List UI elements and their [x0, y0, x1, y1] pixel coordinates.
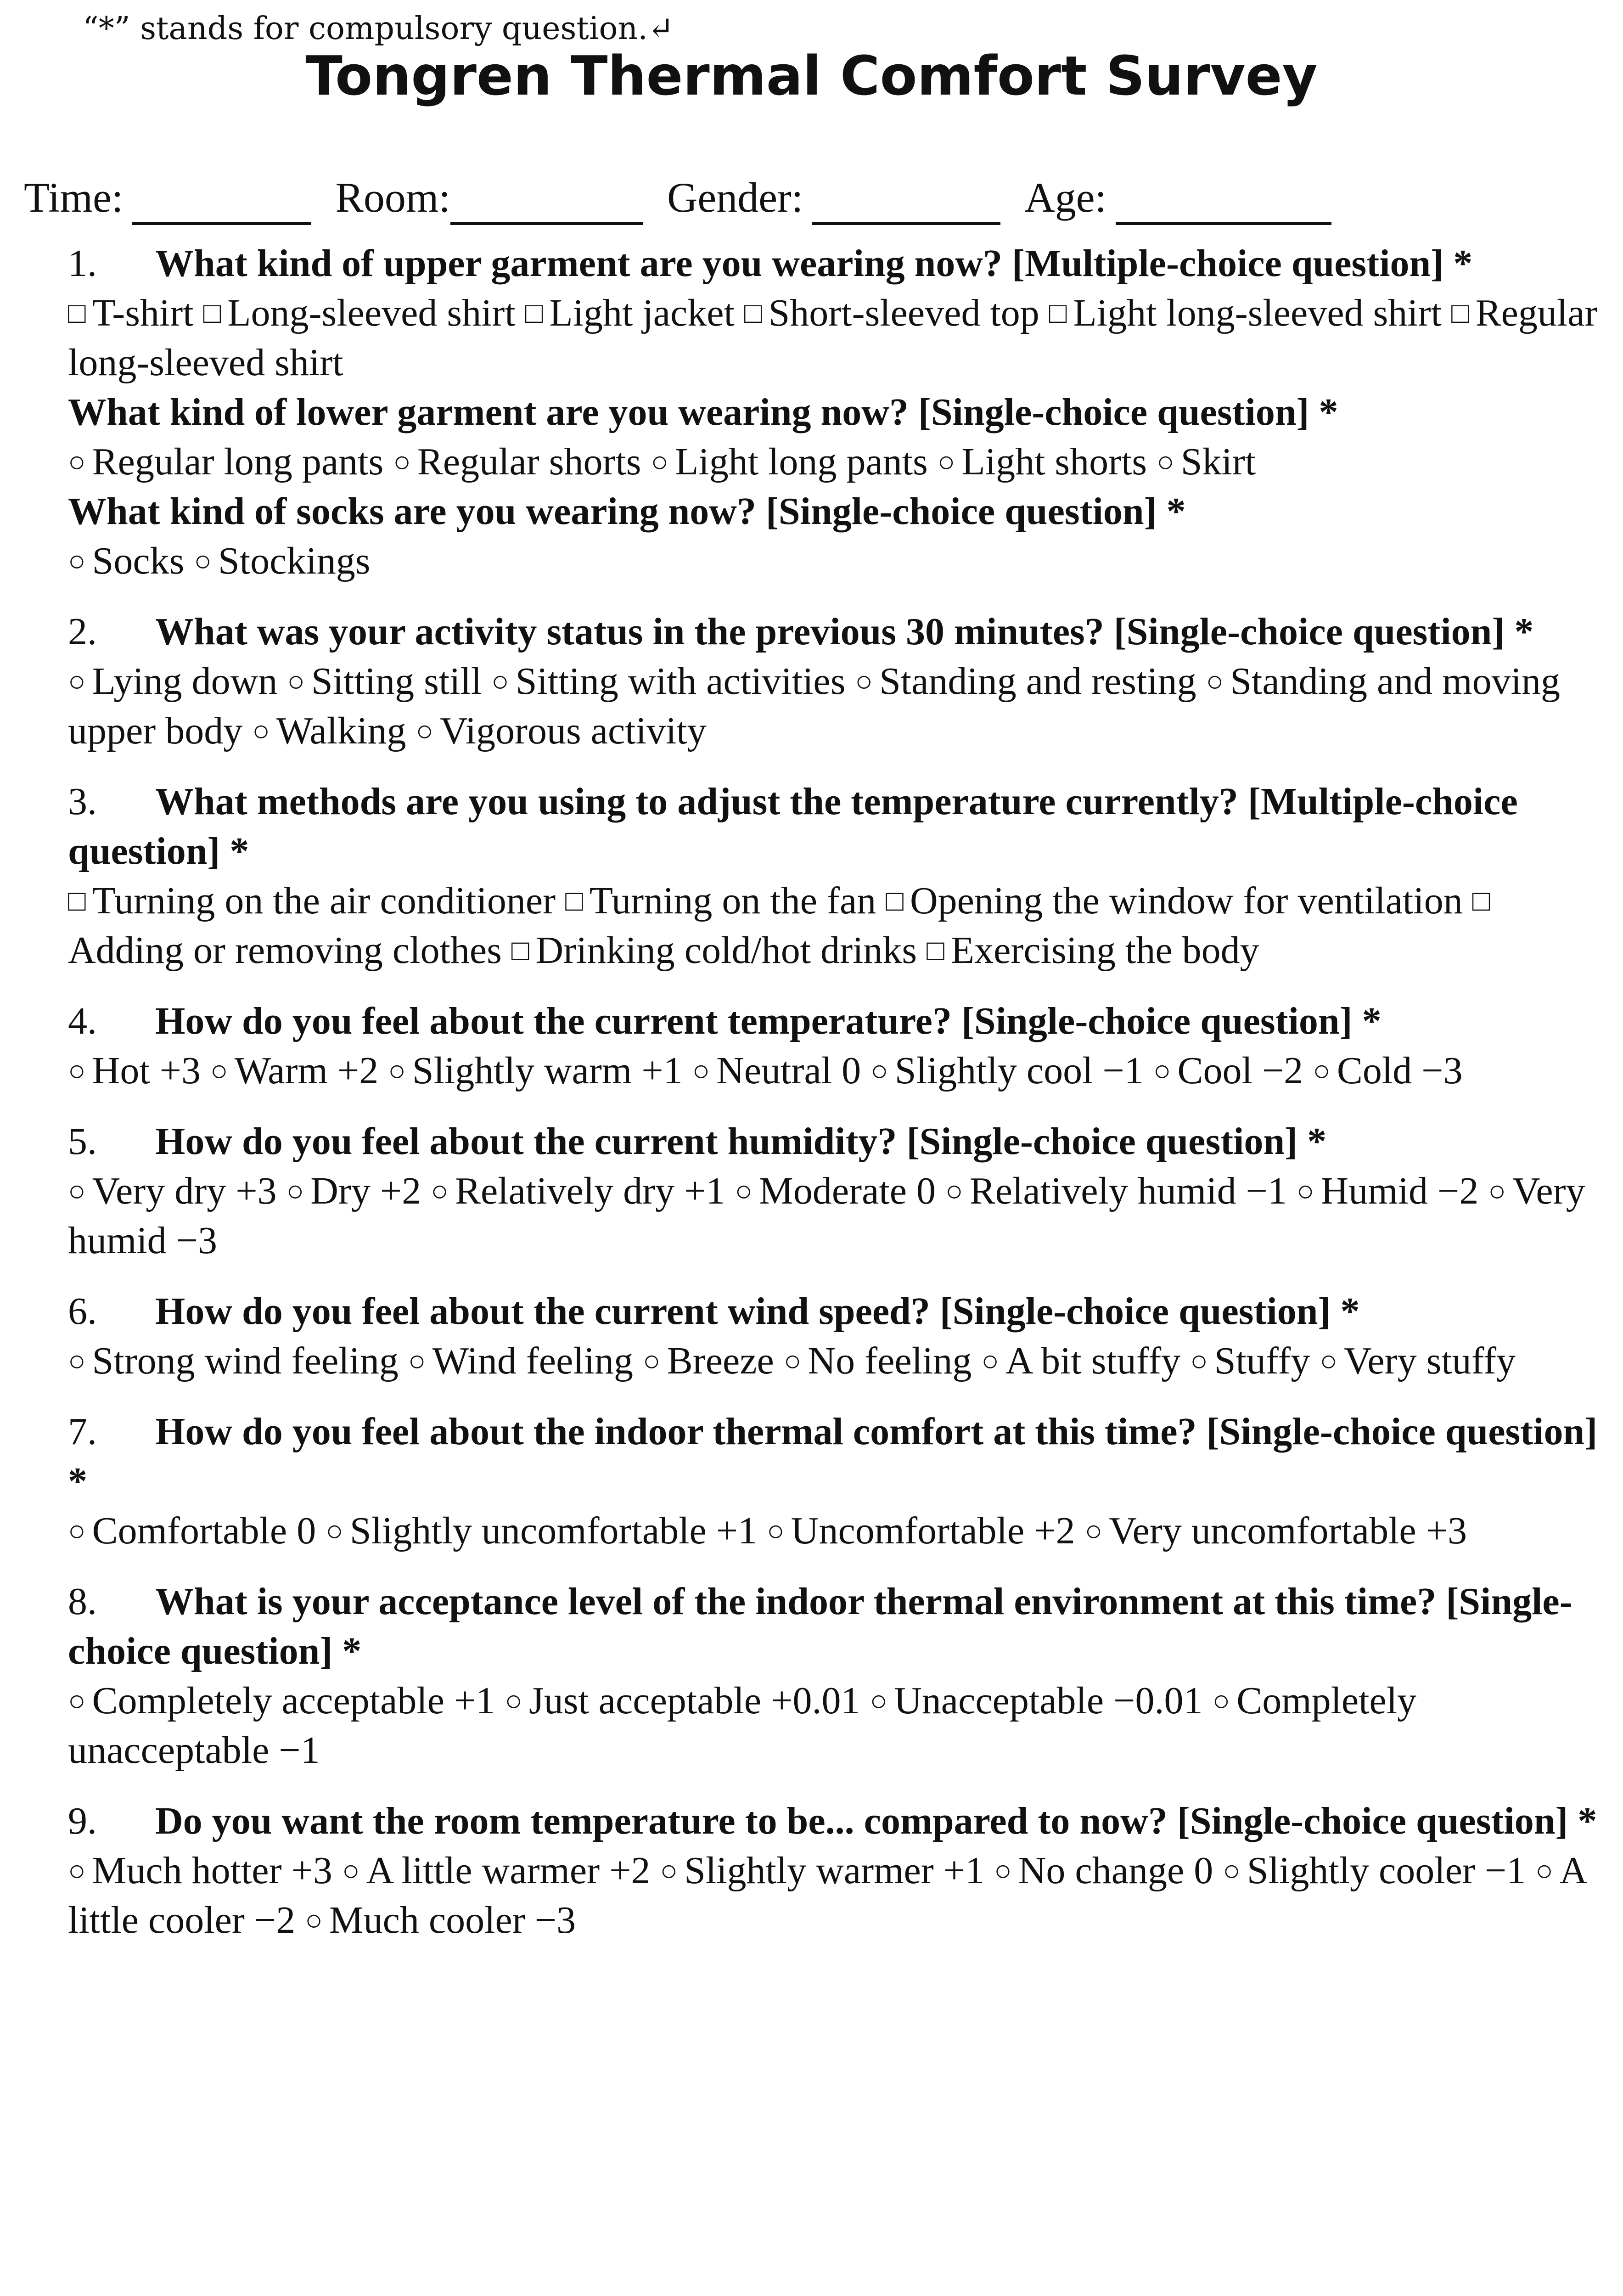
room-blank[interactable]	[450, 181, 643, 225]
radio-option[interactable]	[994, 1849, 1213, 1892]
question-text: What was your activity status in the previous 30 minutes? [Single-choice question] *	[155, 610, 1534, 653]
radio-option[interactable]	[68, 1170, 277, 1212]
radio-option[interactable]	[68, 1509, 316, 1552]
option-label: Uncomfortable +2	[791, 1509, 1075, 1552]
radio-icon[interactable]: ○	[194, 545, 212, 577]
radio-option[interactable]	[68, 540, 184, 582]
question-number: 5.	[68, 1120, 97, 1163]
radio-icon[interactable]: ○	[210, 1054, 228, 1087]
radio-option[interactable]	[938, 440, 1147, 483]
radio-icon[interactable]: ○	[994, 1854, 1012, 1887]
option-label: Slightly warm +1	[412, 1049, 683, 1092]
option-label: Cool −2	[1177, 1049, 1303, 1092]
radio-icon[interactable]: ○	[1223, 1854, 1241, 1887]
question-part	[68, 1287, 1601, 1386]
option-list	[68, 1506, 1601, 1556]
option-list	[68, 1166, 1601, 1266]
radio-icon[interactable]: ○	[945, 1175, 963, 1207]
radio-option[interactable]	[1085, 1509, 1467, 1552]
checkbox-icon[interactable]: □	[565, 884, 583, 917]
radio-icon[interactable]: ○	[68, 1854, 86, 1887]
option-label: T-shirt	[92, 292, 194, 334]
option-label: Unacceptable −0.01	[894, 1679, 1203, 1722]
radio-option[interactable]	[1190, 1339, 1310, 1382]
radio-icon[interactable]: ○	[68, 445, 86, 478]
radio-icon[interactable]: ○	[287, 665, 305, 698]
question-heading	[68, 777, 1601, 876]
radio-option[interactable]	[660, 1849, 984, 1892]
option-label: Slightly cooler −1	[1247, 1849, 1526, 1892]
option-label: Lying down	[92, 660, 278, 703]
checkbox-option[interactable]	[203, 292, 516, 334]
option-label: A little warmer +2	[366, 1849, 651, 1892]
option-label: Completely acceptable +1	[92, 1679, 495, 1722]
question-heading	[68, 388, 1601, 437]
checkbox-icon[interactable]: □	[511, 934, 529, 967]
question-number: 6.	[68, 1290, 97, 1333]
option-label: Regular shorts	[417, 440, 641, 483]
option-label: Warm +2	[234, 1049, 379, 1092]
radio-icon[interactable]: ○	[1296, 1175, 1314, 1207]
checkbox-icon[interactable]: □	[1472, 884, 1490, 917]
question-part	[68, 996, 1601, 1096]
radio-icon[interactable]: ○	[342, 1854, 360, 1887]
radio-icon[interactable]: ○	[68, 1345, 86, 1377]
respondent-info-row	[24, 170, 1355, 225]
radio-option[interactable]	[735, 1170, 936, 1212]
option-label: Turning on the fan	[589, 879, 876, 922]
checkbox-option[interactable]	[1049, 292, 1442, 334]
option-label: A bit stuffy	[1005, 1339, 1181, 1382]
radio-icon[interactable]: ○	[735, 1175, 753, 1207]
option-label: Moderate 0	[759, 1170, 936, 1212]
radio-icon[interactable]: ○	[855, 665, 873, 698]
option-label: Socks	[92, 540, 185, 582]
question-7	[68, 1407, 1601, 1556]
question-part	[68, 1577, 1601, 1775]
option-label: Wind feeling	[432, 1339, 634, 1382]
radio-icon[interactable]: ○	[416, 715, 434, 747]
option-label: Turning on the air conditioner	[92, 879, 556, 922]
option-label: Exercising the body	[950, 929, 1259, 972]
option-label: No feeling	[808, 1339, 972, 1382]
option-list	[68, 437, 1601, 487]
option-list	[68, 1846, 1601, 1945]
radio-option[interactable]	[68, 1849, 332, 1892]
question-number: 7.	[68, 1410, 97, 1453]
question-text: How do you feel about the indoor thermal comfort at this time? [Single-choice question] *	[68, 1410, 1598, 1503]
radio-option[interactable]	[651, 440, 927, 483]
gender-blank[interactable]	[812, 181, 1000, 225]
radio-icon[interactable]: ○	[660, 1854, 678, 1887]
option-label: Comfortable 0	[92, 1509, 316, 1552]
radio-icon[interactable]: ○	[431, 1175, 449, 1207]
option-label: Dry +2	[310, 1170, 421, 1212]
question-heading	[68, 1287, 1601, 1336]
radio-icon[interactable]: ○	[1320, 1345, 1338, 1377]
option-list	[68, 1676, 1601, 1775]
question-number: 2.	[68, 610, 97, 653]
checkbox-icon[interactable]: □	[68, 297, 86, 329]
question-4	[68, 996, 1601, 1096]
radio-option[interactable]	[68, 440, 383, 483]
radio-icon[interactable]: ○	[981, 1345, 1000, 1377]
radio-option[interactable]	[1320, 1339, 1516, 1382]
radio-icon[interactable]: ○	[68, 1514, 86, 1547]
room-field[interactable]	[335, 170, 643, 225]
time-blank[interactable]	[132, 181, 311, 225]
option-label: Light long-sleeved shirt	[1073, 292, 1442, 334]
option-label: Slightly warmer +1	[684, 1849, 985, 1892]
time-label: Time:	[24, 174, 124, 221]
radio-icon[interactable]: ○	[692, 1054, 710, 1087]
radio-option[interactable]	[68, 1049, 201, 1092]
time-field[interactable]	[24, 170, 311, 225]
radio-icon[interactable]: ○	[643, 1345, 661, 1377]
option-label: Very uncomfortable +3	[1109, 1509, 1467, 1552]
option-label: Relatively dry +1	[455, 1170, 725, 1212]
age-label: Age:	[1024, 174, 1107, 221]
checkbox-icon[interactable]: □	[1451, 297, 1469, 329]
checkbox-option[interactable]	[525, 292, 735, 334]
option-list	[68, 876, 1601, 975]
checkbox-option[interactable]	[927, 929, 1259, 972]
question-6	[68, 1287, 1601, 1386]
checkbox-option[interactable]	[744, 292, 1039, 334]
radio-icon[interactable]: ○	[1153, 1054, 1171, 1087]
option-label: A little cooler −2	[68, 1849, 1585, 1941]
radio-icon[interactable]: ○	[393, 445, 411, 478]
option-list	[68, 1046, 1601, 1096]
checkbox-option[interactable]	[68, 292, 194, 334]
option-label: Stockings	[218, 540, 371, 582]
option-label: Relatively humid −1	[969, 1170, 1287, 1212]
option-label: Drinking cold/hot drinks	[535, 929, 917, 972]
option-label: Sitting still	[311, 660, 482, 703]
question-heading	[68, 996, 1601, 1046]
radio-option[interactable]	[416, 709, 706, 752]
option-label: Cold −3	[1337, 1049, 1463, 1092]
checkbox-option[interactable]	[886, 879, 1462, 922]
radio-option[interactable]	[505, 1679, 860, 1722]
option-list	[68, 288, 1601, 388]
question-heading	[68, 1577, 1601, 1676]
option-label: Breeze	[667, 1339, 774, 1382]
radio-icon[interactable]: ○	[870, 1054, 888, 1087]
option-label: Much hotter +3	[92, 1849, 332, 1892]
radio-option[interactable]	[491, 660, 845, 703]
question-heading	[68, 1407, 1601, 1506]
option-label: Light long pants	[675, 440, 928, 483]
option-label: Very stuffy	[1344, 1339, 1516, 1382]
radio-icon[interactable]: ○	[1206, 665, 1224, 698]
question-part	[68, 777, 1601, 975]
question-part	[68, 1407, 1601, 1556]
compulsory-note: “*” stands for compulsory question.↵	[83, 11, 674, 47]
radio-option[interactable]	[1297, 1170, 1478, 1212]
option-label: Skirt	[1180, 440, 1256, 483]
radio-icon[interactable]: ○	[286, 1175, 304, 1207]
radio-icon[interactable]: ○	[937, 445, 955, 478]
question-text: How do you feel about the current wind speed? [Single-choice question] *	[155, 1290, 1360, 1333]
radio-icon[interactable]: ○	[305, 1904, 323, 1936]
radio-option[interactable]	[68, 1679, 495, 1722]
radio-option[interactable]	[68, 660, 277, 703]
question-text: Do you want the room temperature to be... compared to now? [Single-choice question] *	[155, 1800, 1597, 1842]
option-label: Adding or removing clothes	[68, 929, 502, 972]
radio-option[interactable]	[210, 1049, 378, 1092]
option-label: Strong wind feeling	[92, 1339, 399, 1382]
radio-option[interactable]	[870, 1049, 1144, 1092]
radio-option[interactable]	[194, 540, 370, 582]
option-label: Short-sleeved top	[768, 292, 1039, 334]
checkbox-option[interactable]	[511, 929, 917, 972]
question-text: What kind of upper garment are you wearing now? [Multiple-choice question] *	[155, 242, 1473, 285]
question-text: What is your acceptance level of the indoor thermal environment at this time? [Single-choice question] *	[68, 1580, 1572, 1672]
radio-icon[interactable]: ○	[783, 1345, 802, 1377]
question-number: 4.	[68, 1000, 97, 1042]
radio-icon[interactable]: ○	[1313, 1054, 1331, 1087]
option-label: No change 0	[1018, 1849, 1213, 1892]
room-label: Room:	[335, 174, 450, 221]
age-field[interactable]	[1024, 170, 1331, 225]
option-label: Slightly cool −1	[894, 1049, 1144, 1092]
option-label: Light jacket	[549, 292, 735, 334]
option-label: Vigorous activity	[440, 709, 707, 752]
checkbox-icon[interactable]: □	[744, 297, 762, 329]
radio-option[interactable]	[981, 1339, 1180, 1382]
option-label: Regular long-sleeved shirt	[68, 292, 1598, 384]
option-label: Hot +3	[92, 1049, 201, 1092]
checkbox-icon[interactable]: □	[68, 884, 86, 917]
checkbox-icon[interactable]: □	[525, 297, 543, 329]
option-label: Walking	[276, 709, 406, 752]
radio-option[interactable]	[252, 709, 406, 752]
option-label: Very dry +3	[92, 1170, 277, 1212]
question-number: 1.	[68, 242, 97, 285]
radio-icon[interactable]: ○	[1488, 1175, 1506, 1207]
option-list	[68, 657, 1601, 756]
option-label: Slightly uncomfortable +1	[349, 1509, 758, 1552]
radio-icon[interactable]: ○	[252, 715, 270, 747]
question-text: What kind of socks are you wearing now? [Single-choice question] *	[68, 490, 1186, 533]
checkbox-option[interactable]	[565, 879, 876, 922]
question-part	[68, 487, 1601, 586]
radio-option[interactable]	[393, 440, 641, 483]
age-blank[interactable]	[1116, 181, 1331, 225]
option-label: Sitting with activities	[515, 660, 846, 703]
radio-option[interactable]	[855, 660, 1196, 703]
question-text: How do you feel about the current humidity? [Single-choice question] *	[155, 1120, 1327, 1163]
option-label: Standing and moving upper body	[68, 660, 1560, 752]
question-9	[68, 1796, 1601, 1945]
question-part	[68, 239, 1601, 388]
question-list	[68, 239, 1601, 1966]
radio-option[interactable]	[767, 1509, 1075, 1552]
radio-icon[interactable]: ○	[388, 1054, 406, 1087]
option-label: Very humid −3	[68, 1170, 1585, 1262]
radio-icon[interactable]: ○	[68, 545, 86, 577]
option-label: Stuffy	[1214, 1339, 1310, 1382]
radio-option[interactable]	[643, 1339, 774, 1382]
radio-icon[interactable]: ○	[326, 1514, 343, 1547]
radio-icon[interactable]: ○	[1084, 1514, 1103, 1547]
option-label: Humid −2	[1320, 1170, 1479, 1212]
question-heading	[68, 1117, 1601, 1166]
page-title: Tongren Thermal Comfort Survey	[305, 44, 1318, 107]
radio-icon[interactable]: ○	[408, 1345, 426, 1377]
checkbox-icon[interactable]: □	[886, 884, 904, 917]
checkbox-icon[interactable]: □	[1049, 297, 1067, 329]
question-heading	[68, 487, 1601, 536]
question-3	[68, 777, 1601, 975]
radio-option[interactable]	[692, 1049, 861, 1092]
option-label: Much cooler −3	[329, 1899, 576, 1941]
gender-field[interactable]	[667, 170, 1000, 225]
question-heading	[68, 607, 1601, 657]
radio-icon[interactable]: ○	[767, 1514, 785, 1547]
radio-option[interactable]	[1313, 1049, 1462, 1092]
radio-option[interactable]	[945, 1170, 1287, 1212]
question-text: How do you feel about the current temperature? [Single-choice question] *	[155, 1000, 1382, 1042]
radio-option[interactable]	[286, 1170, 421, 1212]
radio-option[interactable]	[1223, 1849, 1526, 1892]
radio-option[interactable]	[1157, 440, 1256, 483]
radio-icon[interactable]: ○	[68, 1175, 86, 1207]
option-label: Standing and resting	[879, 660, 1196, 703]
radio-icon[interactable]: ○	[870, 1684, 888, 1717]
option-label: Long-sleeved shirt	[227, 292, 516, 334]
question-part	[68, 607, 1601, 756]
radio-option[interactable]	[388, 1049, 682, 1092]
radio-icon[interactable]: ○	[68, 1054, 86, 1087]
option-label: Regular long pants	[92, 440, 384, 483]
option-label: Completely unacceptable −1	[68, 1679, 1417, 1772]
radio-option[interactable]	[342, 1849, 651, 1892]
question-heading	[68, 239, 1601, 288]
option-label: Neutral 0	[716, 1049, 861, 1092]
option-list	[68, 536, 1601, 586]
radio-icon[interactable]: ○	[68, 665, 86, 698]
radio-icon[interactable]: ○	[1535, 1854, 1553, 1887]
radio-option[interactable]	[431, 1170, 725, 1212]
option-label: Just acceptable +0.01	[529, 1679, 860, 1722]
question-2	[68, 607, 1601, 756]
option-label: Light shorts	[961, 440, 1147, 483]
question-part	[68, 1796, 1601, 1945]
radio-icon[interactable]: ○	[491, 665, 509, 698]
gender-label: Gender:	[667, 174, 803, 221]
option-list	[68, 1336, 1601, 1386]
radio-option[interactable]	[287, 660, 482, 703]
question-heading	[68, 1796, 1601, 1846]
checkbox-option[interactable]	[68, 879, 556, 922]
question-5	[68, 1117, 1601, 1266]
question-number: 8.	[68, 1580, 97, 1623]
question-1	[68, 239, 1601, 586]
question-part	[68, 1117, 1601, 1266]
question-part	[68, 388, 1601, 487]
checkbox-icon[interactable]: □	[203, 297, 221, 329]
radio-option[interactable]	[870, 1679, 1202, 1722]
radio-icon[interactable]: ○	[68, 1684, 86, 1717]
radio-icon[interactable]: ○	[505, 1684, 523, 1717]
radio-option[interactable]	[68, 1339, 399, 1382]
question-number: 9.	[68, 1800, 97, 1842]
question-number: 3.	[68, 780, 97, 823]
radio-option[interactable]	[784, 1339, 972, 1382]
radio-icon[interactable]: ○	[651, 445, 669, 478]
radio-option[interactable]	[305, 1899, 576, 1941]
checkbox-icon[interactable]: □	[927, 934, 944, 967]
question-text: What methods are you using to adjust the temperature currently? [Multiple-choice question] *	[68, 780, 1518, 872]
radio-icon[interactable]: ○	[1190, 1345, 1208, 1377]
radio-option[interactable]	[408, 1339, 633, 1382]
radio-icon[interactable]: ○	[1212, 1684, 1230, 1717]
radio-option[interactable]	[326, 1509, 757, 1552]
option-label: Opening the window for ventilation	[910, 879, 1463, 922]
radio-option[interactable]	[1153, 1049, 1303, 1092]
question-8	[68, 1577, 1601, 1775]
question-text: What kind of lower garment are you wearing now? [Single-choice question] *	[68, 391, 1338, 433]
radio-icon[interactable]: ○	[1157, 445, 1174, 478]
